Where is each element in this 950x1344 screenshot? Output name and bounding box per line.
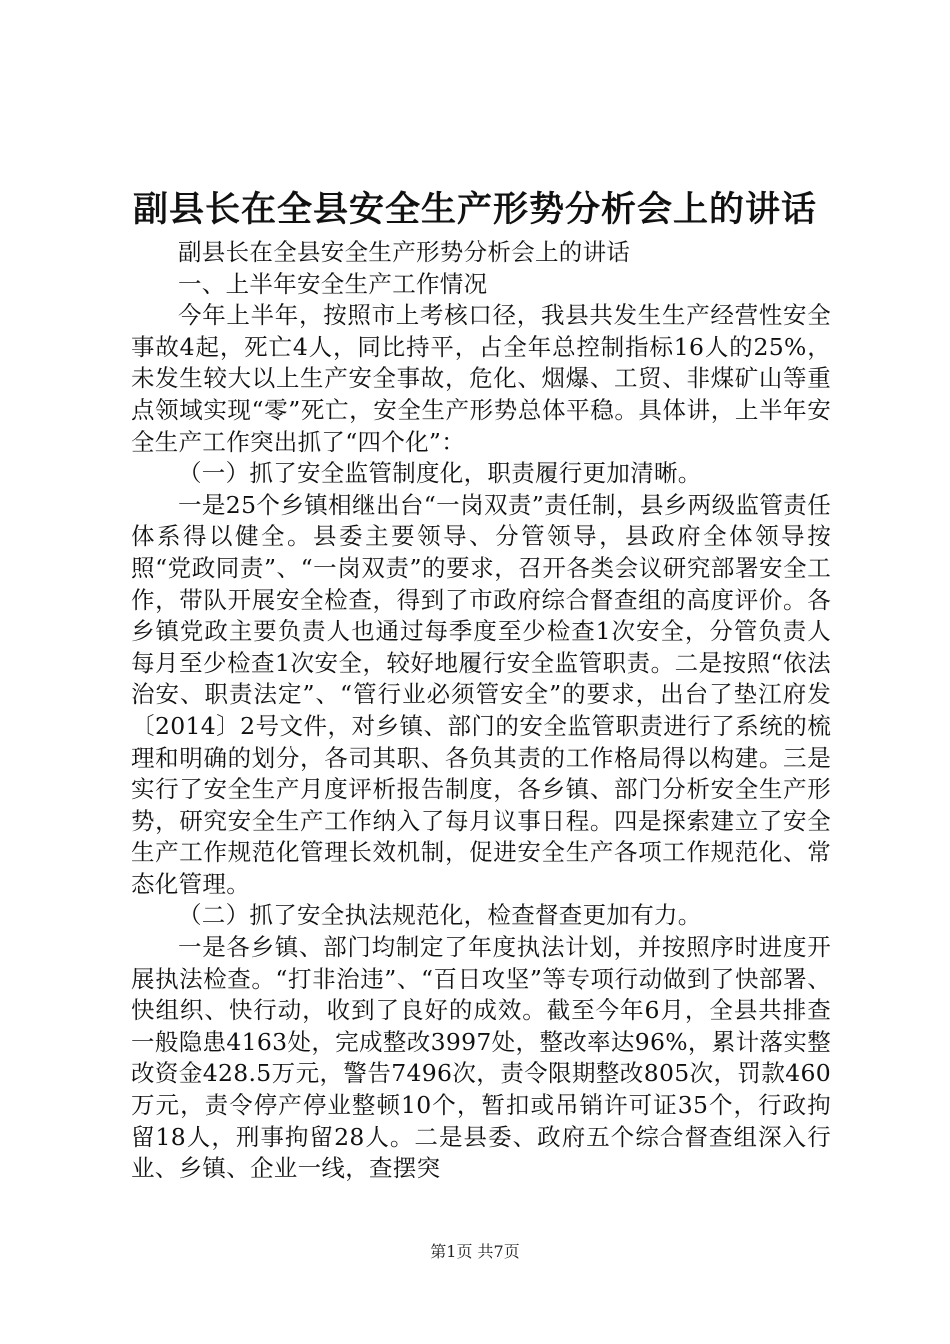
document-title: 副县长在全县安全生产形势分析会上的讲话 [132,189,817,230]
document-body [131,237,831,1185]
body-paragraph: 一是各乡镇、部门均制定了年度执法计划，并按照序时进度开展执法检查。“打非治违”、“百日攻坚”等专项行动做到了快部署、快组织、快行动，收到了良好的成效。截至今年6月，全县共排查一般隐患4163处，完成整改3997处，整改率达96%，累计落实整改资金428.5万元，警告7496次，责令限期整改805次，罚款460万元，责令停产停业整顿10个，暂扣或吊销许可证35个，行政拘留18人，刑事拘留28人。二是县委、政府五个综合督查组深入行业、乡镇、企业一线，查摆突 [131,933,831,1183]
page-footer: 第1页 共7页 [430,1242,520,1261]
body-paragraph: 今年上半年，按照市上考核口径，我县共发生生产经营性安全事故4起，死亡4人，同比持平，占全年总控制指标16人的25%，未发生较大以上生产安全事故，危化、烟爆、工贸、非煤矿山等重点领域实现“零”死亡，安全生产形势总体平稳。具体讲，上半年安全生产工作突出抓了“四个化”： [131,301,831,456]
body-paragraph: 一是25个乡镇相继出台“一岗双责”责任制，县乡两级监管责任体系得以健全。县委主要领导、分管领导，县政府全体领导按照“党政同责”、“一岗双责”的要求，召开各类会议研究部署安全工作，带队开展安全检查，得到了市政府综合督查组的高度评价。各乡镇党政主要负责人也通过每季度至少检查1次安全，分管负责人每月至少检查1次安全，较好地履行安全监管职责。二是按照“依法治安、职责法定”、“管行业必须管安全”的要求，出台了垫江府发〔2014〕2号文件，对乡镇、部门的安全监管职责进行了系统的梳理和明确的划分，各司其职、各负其责的工作格局得以构建。三是实行了安全生产月度评析报告制度，各乡镇、部门分析安全生产形势，研究安全生产工作纳入了每月议事日程。四是探索建立了安全生产工作规范化管理长效机制，促进安全生产各项工作规范化、常态化管理。 [131,490,831,898]
subsection-heading: （二）抓了安全执法规范化，检查督查更加有力。 [178,901,702,930]
body-paragraph: 副县长在全县安全生产形势分析会上的讲话 [178,238,631,266]
subsection-heading: （一）抓了安全监管制度化，职责履行更加清晰。 [178,459,702,488]
section-heading: 一、上半年安全生产工作情况 [178,269,488,298]
